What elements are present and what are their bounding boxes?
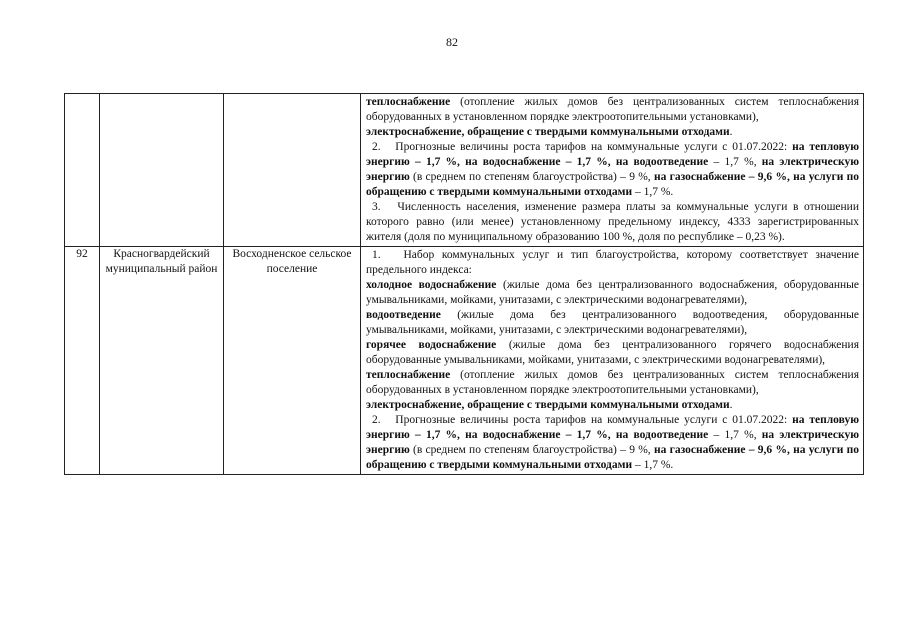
paragraph: водоотведение (жилые дома без централизованного водоотведения, оборудованные умывальниками, мойками, унитазами, с электрическими водонагревателями), [366,309,859,336]
table-row [65,94,864,247]
tariff-table [64,93,864,475]
description-cell [361,94,864,247]
paragraph: горячее водоснабжение (жилые дома без централизованного горячего водоснабжения оборудованные умывальниками, мойками, унитазами, с электрическими водонагревателями), [366,339,859,366]
paragraph: 3. Численность населения, изменение размера платы за коммунальные услуги в отношении которого равно (или менее) установленному предельному индексу, 4333 зарегистрированных жителя (доля по муниципальному образованию 100 %, доля по республике – 0,23 %). [366,201,859,243]
paragraph: электроснабжение, обращение с твердыми коммунальными отходами. [366,126,733,138]
row-number-cell: 92 [65,247,100,475]
paragraph: электроснабжение, обращение с твердыми коммунальными отходами. [366,399,733,411]
settlement-cell: Восходненское сельское поселение [224,247,361,475]
settlement-cell [224,94,361,247]
paragraph: теплоснабжение (отопление жилых домов без централизованных систем теплоснабжения оборудованных в установленном порядке электроотопительными установками), [366,96,859,123]
paragraph: 2. Прогнозные величины роста тарифов на коммунальные услуги с 01.07.2022: на тепловую энергию – 1,7 %, на водоснабжение – 1,7 %, на водоотведение – 1,7 %, на электрическую энергию (в среднем по степеням благоустройства) – 9 %, на газоснабжение – 9,6 %, на услуги по обращению с твердыми коммунальными отходами – 1,7 %. [366,141,859,198]
row-number-cell [65,94,100,247]
paragraph: 1. Набор коммунальных услуг и тип благоустройства, которому соответствует значение предельного индекса: [366,249,859,276]
paragraph: 2. Прогнозные величины роста тарифов на коммунальные услуги с 01.07.2022: на тепловую энергию – 1,7 %, на водоснабжение – 1,7 %, на водоотведение – 1,7 %, на электрическую энергию (в среднем по степеням благоустройства) – 9 %, на газоснабжение – 9,6 %, на услуги по обращению с твердыми коммунальными отходами – 1,7 %. [366,414,859,471]
description-cell [361,247,864,475]
district-cell [100,94,224,247]
page-number: 82 [446,35,458,49]
paragraph: теплоснабжение (отопление жилых домов без централизованных систем теплоснабжения оборудованных в установленном порядке электроотопительными установками), [366,369,859,396]
district-cell: Красногвардейский муниципальный район [100,247,224,475]
table-row [65,247,864,475]
paragraph: холодное водоснабжение (жилые дома без централизованного водоснабжения, оборудованные умывальниками, мойками, унитазами, с электрическими водонагревателями), [366,279,859,306]
